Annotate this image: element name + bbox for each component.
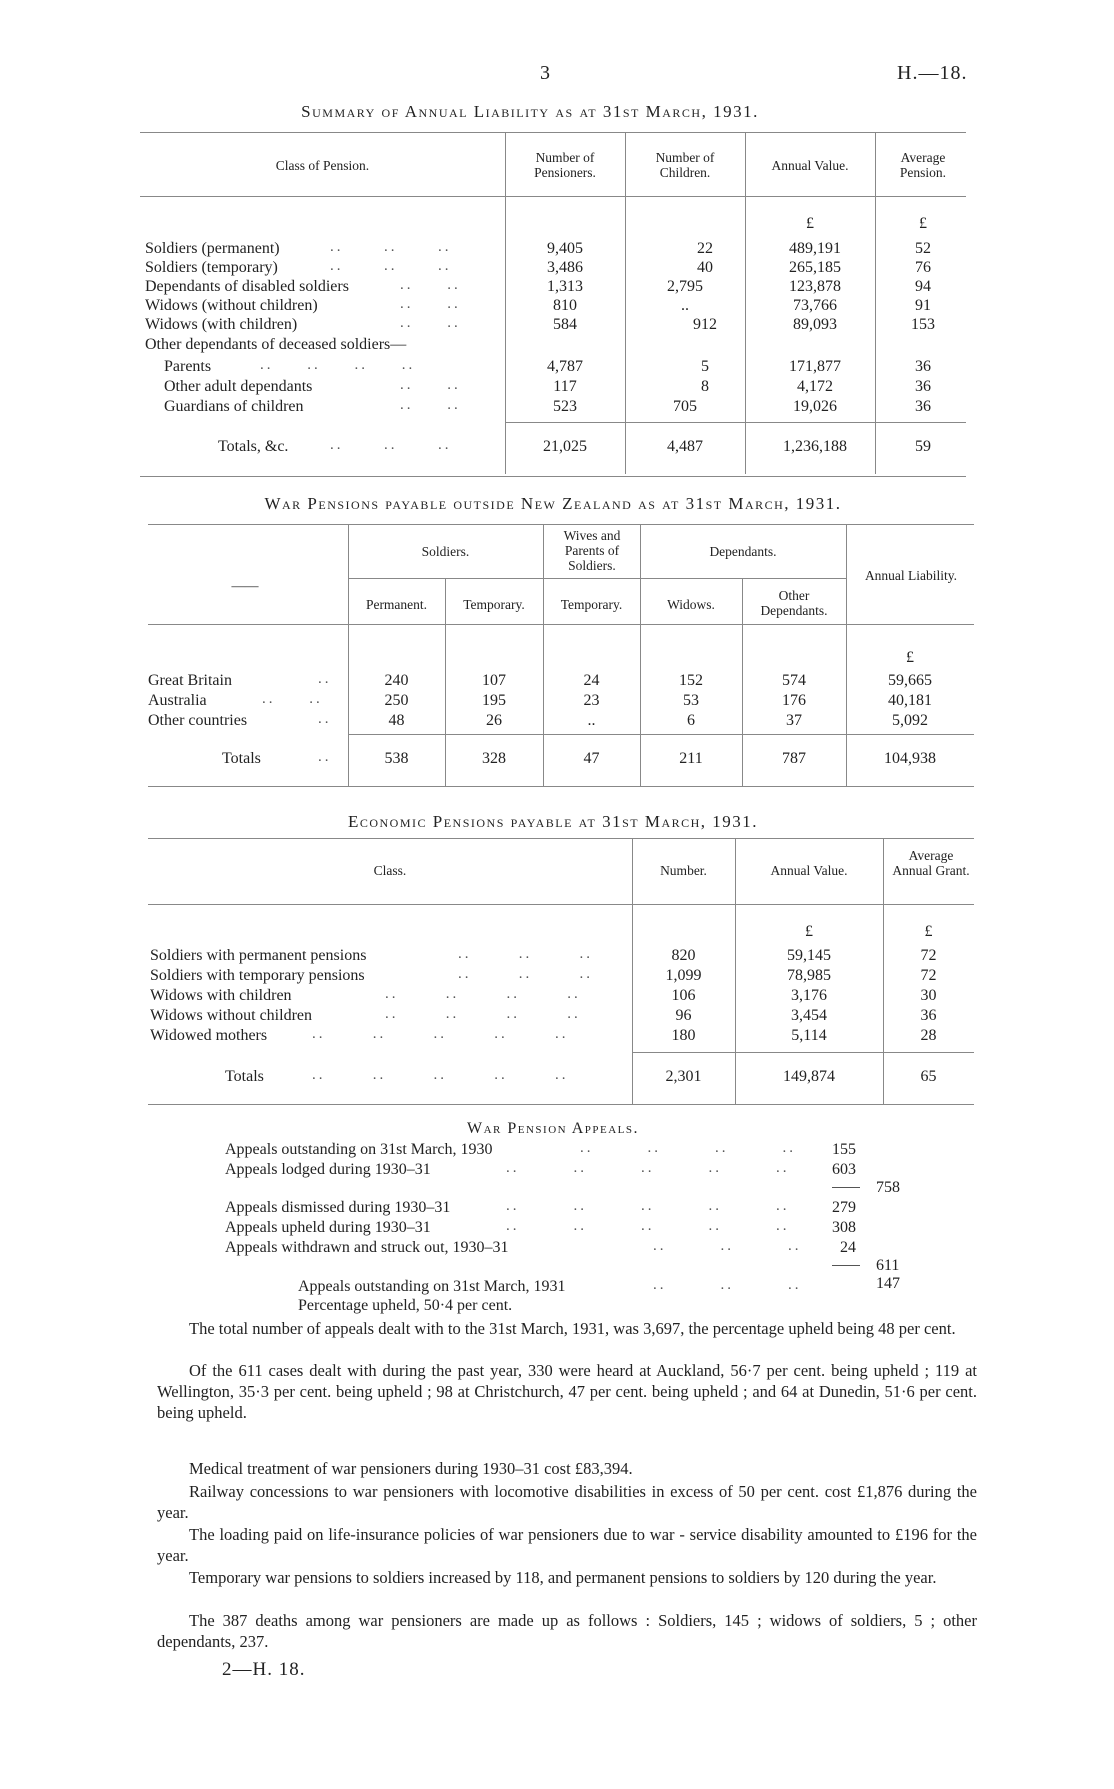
row-label: Dependants of disabled soldiers bbox=[145, 278, 349, 295]
permanent: 538 bbox=[384, 750, 409, 767]
paragraph: Temporary war pensions to soldiers increased by 118, and permanent pensions to soldiers by 120 during the year. bbox=[189, 1568, 937, 1587]
header-soldiers: Soldiers. bbox=[421, 544, 470, 559]
header-number-of-pensioners: Number of Pensioners. bbox=[534, 150, 596, 180]
appeals-withdrawn-value: 24 bbox=[840, 1239, 856, 1256]
appeals-outstanding-end-label: Appeals outstanding on 31st March, 1931 bbox=[298, 1278, 566, 1295]
average: 72 bbox=[920, 967, 937, 984]
row-label: Other countries bbox=[148, 712, 248, 729]
temporary: 26 bbox=[486, 712, 502, 729]
row-label: Guardians of children bbox=[164, 398, 304, 415]
row-label: Totals bbox=[222, 750, 261, 767]
header-class-of-pension: Class of Pension. bbox=[275, 158, 370, 173]
annual-value: 3,176 bbox=[791, 987, 827, 1004]
annual-value: 171,877 bbox=[789, 358, 841, 375]
currency-average-pension: £ bbox=[919, 215, 927, 232]
pensioners: 9,405 bbox=[547, 240, 583, 257]
appeals-title: War Pension Appeals. bbox=[466, 1120, 640, 1137]
header-dash: —— bbox=[231, 578, 259, 593]
paragraph: Medical treatment of war pensioners during 1930–31 cost £83,394. bbox=[189, 1459, 633, 1478]
header-other-dependants: Other Dependants. bbox=[760, 588, 828, 618]
row-label: Great Britain bbox=[148, 672, 232, 689]
row-label: Widows (without children) bbox=[145, 297, 318, 314]
paragraph: Of the 611 cases dealt with during the past year, 330 were heard at Auckland, 56·7 per cent. being upheld ; 119 at Wellington, 35·3 per cent. being upheld ; 98 at Christchurch, 47 per cent. being upheld ; and 64 at Dunedin, 51·6 per cent. being upheld. bbox=[157, 1361, 977, 1422]
average: 76 bbox=[915, 259, 931, 276]
header-number-of-children: Number of Children. bbox=[655, 150, 715, 180]
number: 820 bbox=[671, 947, 696, 964]
liability: 104,938 bbox=[884, 750, 936, 767]
header-number: Number. bbox=[660, 863, 707, 878]
page-number: 3 bbox=[540, 62, 550, 84]
average: 153 bbox=[911, 316, 935, 333]
currency-annual-value: £ bbox=[805, 923, 813, 940]
average: 36 bbox=[915, 358, 931, 375]
pensioners: 1,313 bbox=[547, 278, 583, 295]
annual-value: 4,172 bbox=[797, 378, 833, 395]
header-annual-value: Annual Value. bbox=[770, 863, 848, 878]
appeals-dismissed-value: 279 bbox=[832, 1199, 856, 1216]
children: 705 bbox=[673, 398, 697, 415]
row-label: Other adult dependants bbox=[164, 378, 313, 395]
children: 5 bbox=[701, 358, 709, 375]
average: 36 bbox=[915, 378, 931, 395]
row-label: Totals bbox=[225, 1068, 264, 1085]
children: 40 bbox=[697, 259, 713, 276]
average: 36 bbox=[920, 1007, 937, 1024]
average: 28 bbox=[920, 1027, 937, 1044]
wives-temporary: 23 bbox=[583, 692, 600, 709]
number: 180 bbox=[671, 1027, 696, 1044]
children: 2,795 bbox=[667, 278, 703, 295]
appeals-subtotal-1: 758 bbox=[876, 1179, 900, 1196]
pensioners: 21,025 bbox=[543, 438, 587, 455]
wives-temporary: 24 bbox=[583, 672, 600, 689]
permanent: 48 bbox=[388, 712, 405, 729]
pensioners: 4,787 bbox=[547, 358, 583, 375]
row-label: Widows with children bbox=[150, 987, 292, 1004]
children: 912 bbox=[693, 316, 717, 333]
average: 94 bbox=[915, 278, 931, 295]
children: 8 bbox=[701, 378, 709, 395]
permanent: 240 bbox=[384, 672, 409, 689]
row-label: Totals, &c. bbox=[218, 438, 289, 455]
header-permanent: Permanent. bbox=[365, 597, 428, 612]
appeals-outstanding-end-value: 147 bbox=[876, 1275, 900, 1292]
currency-average: £ bbox=[924, 923, 933, 940]
other-dependants: 37 bbox=[786, 712, 802, 729]
row-label: Other dependants of deceased soldiers— bbox=[145, 336, 407, 353]
header-dependants: Dependants. bbox=[709, 544, 777, 559]
row-label: Widowed mothers bbox=[150, 1027, 268, 1044]
average: 36 bbox=[915, 398, 931, 415]
header-wives-parents: Wives and Parents of Soldiers. bbox=[563, 528, 621, 573]
temporary: 328 bbox=[482, 750, 506, 767]
annual-value: 1,236,188 bbox=[783, 438, 847, 455]
header-annual-liability: Annual Liability. bbox=[864, 568, 958, 583]
appeals-upheld-label: Appeals upheld during 1930–31 bbox=[225, 1219, 431, 1236]
pensioners: 810 bbox=[553, 297, 577, 314]
header-temporary: Temporary. bbox=[463, 597, 525, 612]
widows: 152 bbox=[679, 672, 703, 689]
economic-title: Economic Pensions payable at 31st March, 1931. bbox=[347, 812, 759, 831]
widows: 53 bbox=[683, 692, 699, 709]
paragraph: The total number of appeals dealt with to the 31st March, 1931, was 3,697, the percentage upheld being 48 per cent. bbox=[189, 1319, 956, 1338]
header-class: Class. bbox=[373, 863, 407, 878]
paragraph: The 387 deaths among war pensioners are made up as follows : Soldiers, 145 ; widows of soldiers, 5 ; other dependants, 237. bbox=[157, 1611, 977, 1651]
permanent: 250 bbox=[384, 692, 409, 709]
header-wives-temporary: Temporary. bbox=[560, 597, 623, 612]
annual-value: 5,114 bbox=[791, 1027, 827, 1044]
row-label: Soldiers with permanent pensions bbox=[150, 947, 367, 964]
average: 52 bbox=[915, 240, 931, 257]
wives-temporary: 47 bbox=[583, 750, 600, 767]
paragraph: Railway concessions to war pensioners with locomotive disabilities in excess of 50 per cent. cost £1,876 during the year. bbox=[157, 1482, 977, 1522]
row-label: Soldiers with temporary pensions bbox=[150, 967, 365, 984]
currency-annual-value: £ bbox=[806, 215, 814, 232]
annual-value: 78,985 bbox=[787, 967, 831, 984]
other-dependants: 787 bbox=[782, 750, 806, 767]
wives-temporary: .. bbox=[587, 712, 596, 729]
other-dependants: 176 bbox=[782, 692, 806, 709]
annual-value: 19,026 bbox=[793, 398, 837, 415]
appeals-upheld-value: 308 bbox=[832, 1219, 856, 1236]
children: .. bbox=[681, 297, 689, 314]
header-average-annual-grant: Average Annual Grant. bbox=[892, 848, 970, 878]
number: 1,099 bbox=[665, 967, 702, 984]
average: 59 bbox=[915, 438, 931, 455]
row-label: Australia bbox=[148, 692, 207, 709]
annual-value: 123,878 bbox=[789, 278, 841, 295]
appeals-outstanding-start-value: 155 bbox=[832, 1141, 856, 1158]
row-label: Widows without children bbox=[150, 1007, 312, 1024]
annual-value: 265,185 bbox=[789, 259, 841, 276]
row-label: Parents bbox=[164, 358, 212, 375]
pensioners: 584 bbox=[553, 316, 577, 333]
row-label: Soldiers (permanent) bbox=[145, 240, 280, 257]
header-annual-value: Annual Value. bbox=[771, 158, 849, 173]
other-dependants: 574 bbox=[782, 672, 806, 689]
number: 2,301 bbox=[665, 1068, 702, 1085]
number: 96 bbox=[675, 1007, 692, 1024]
row-label: Soldiers (temporary) bbox=[145, 259, 278, 276]
pensioners: 3,486 bbox=[547, 259, 583, 276]
average: 65 bbox=[920, 1068, 937, 1085]
liability: 40,181 bbox=[888, 692, 932, 709]
average: 72 bbox=[920, 947, 937, 964]
temporary: 107 bbox=[482, 672, 506, 689]
liability: 5,092 bbox=[892, 712, 928, 729]
appeals-withdrawn-label: Appeals withdrawn and struck out, 1930–31 bbox=[225, 1239, 509, 1256]
annual-value: 3,454 bbox=[791, 1007, 827, 1024]
outside-title: War Pensions payable outside New Zealand as at 31st March, 1931. bbox=[264, 494, 842, 513]
paragraph: The loading paid on life-insurance policies of war pensioners due to war - service disability amounted to £196 for the year. bbox=[157, 1525, 977, 1565]
temporary: 195 bbox=[482, 692, 506, 709]
pensioners: 117 bbox=[553, 378, 577, 395]
annual-value: 73,766 bbox=[793, 297, 837, 314]
annual-value: 89,093 bbox=[793, 316, 837, 333]
appeals-lodged-label: Appeals lodged during 1930–31 bbox=[225, 1161, 431, 1178]
pensioners: 523 bbox=[553, 398, 577, 415]
annual-value: 59,145 bbox=[787, 947, 831, 964]
header-widows: Widows. bbox=[667, 597, 715, 612]
average: 91 bbox=[915, 297, 931, 314]
widows: 211 bbox=[679, 750, 703, 767]
appeals-percentage: Percentage upheld, 50·4 per cent. bbox=[298, 1297, 513, 1314]
widows: 6 bbox=[687, 712, 695, 729]
average: 30 bbox=[920, 987, 937, 1004]
row-label: Widows (with children) bbox=[145, 316, 298, 333]
currency-liability: £ bbox=[906, 649, 914, 666]
appeals-dismissed-label: Appeals dismissed during 1930–31 bbox=[225, 1199, 451, 1216]
number: 106 bbox=[671, 987, 696, 1004]
appeals-outstanding-start-label: Appeals outstanding on 31st March, 1930 bbox=[225, 1141, 493, 1158]
footer-signature: 2—H. 18. bbox=[222, 1659, 306, 1680]
header-average-pension: Average Pension. bbox=[899, 150, 947, 180]
summary-title: Summary of Annual Liability as at 31st March, 1931. bbox=[301, 102, 759, 121]
appeals-subtotal-2: 611 bbox=[876, 1257, 900, 1274]
annual-value: 489,191 bbox=[789, 240, 841, 257]
children: 4,487 bbox=[667, 438, 703, 455]
liability: 59,665 bbox=[888, 672, 932, 689]
annual-value: 149,874 bbox=[783, 1068, 835, 1085]
appeals-lodged-value: 603 bbox=[832, 1161, 856, 1178]
children: 22 bbox=[697, 240, 713, 257]
document-reference: H.—18. bbox=[897, 62, 968, 84]
